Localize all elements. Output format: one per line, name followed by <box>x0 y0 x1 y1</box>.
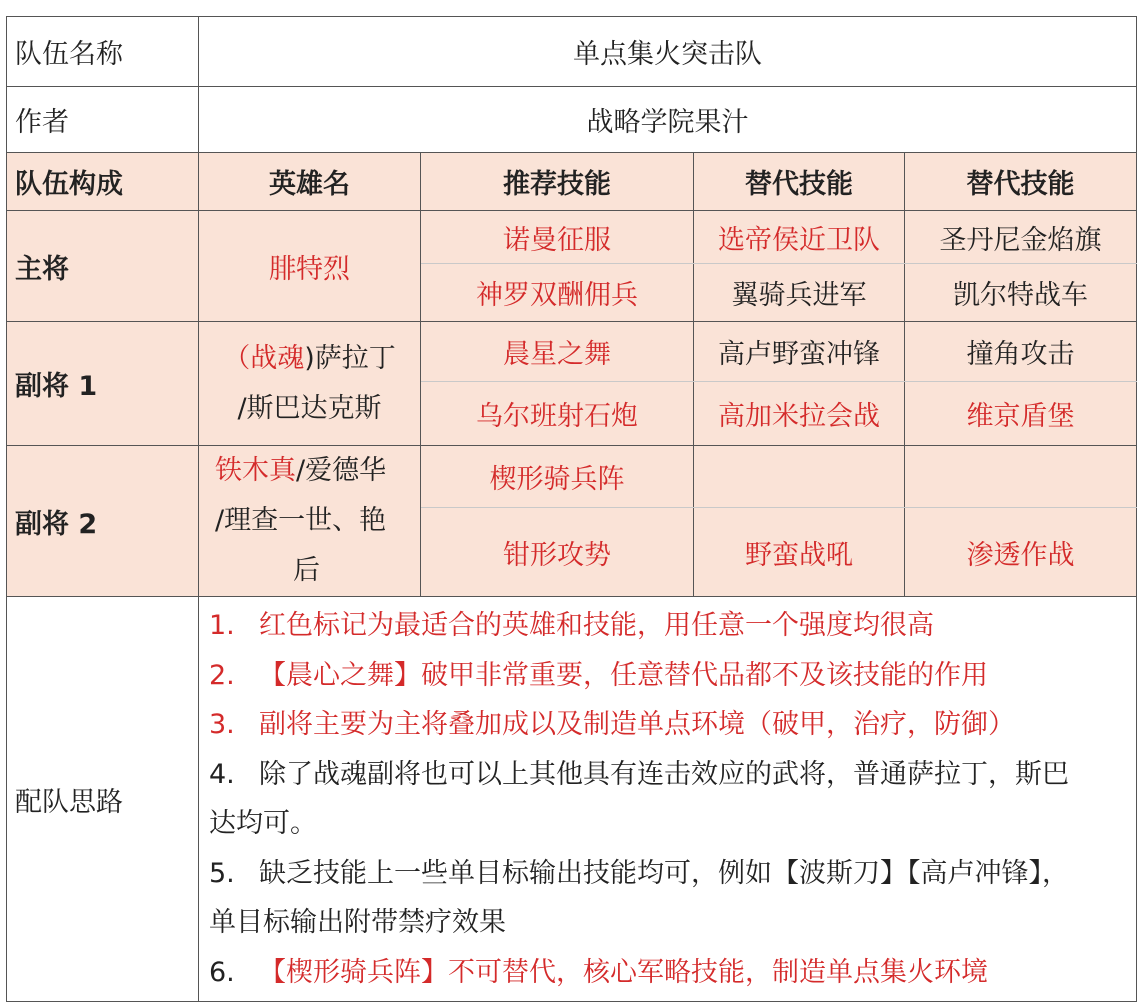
vice-general-2-hero-line3: 后 <box>293 555 320 586</box>
main-skill-alt1-2: 翼骑兵进军 <box>694 264 905 322</box>
notes-row <box>7 597 1137 1002</box>
vice2-skill-recommended-2: 钳形攻势 <box>421 508 694 597</box>
vice2-skill-alt2-1 <box>905 446 1137 508</box>
vice1-skill-alt2-1: 撞角攻击 <box>905 322 1137 382</box>
vice-general-2-hero-line1: 铁木真/爱德华 <box>215 455 387 486</box>
note-item-2: 2. 【晨心之舞】破甲非常重要，任意替代品都不及该技能的作用 <box>209 659 988 691</box>
team-lineup-table <box>6 16 1137 1002</box>
author-value: 战略学院果汁 <box>199 87 1137 153</box>
note-item-3: 3. 副将主要为主将叠加成以及制造单点环境（破甲，治疗，防御） <box>209 709 1015 740</box>
note-item-1: 1. 红色标记为最适合的英雄和技能，用任意一个强度均很高 <box>209 610 934 641</box>
vice-general-1-hero-line1: （战魂)萨拉丁 <box>223 342 396 374</box>
header-row <box>7 153 1137 211</box>
main-skill-alt2-2: 凯尔特战车 <box>905 264 1137 322</box>
team-name-label: 队伍名称 <box>7 17 199 87</box>
note-item-5: 5. 缺乏技能上一些单目标输出技能均可，例如【波斯刀】【高卢冲锋】， <box>209 857 1069 889</box>
header-composition: 队伍构成 <box>7 153 199 211</box>
note-item-5-cont: 单目标输出附带禁疗效果 <box>209 907 506 938</box>
vice-general-2-role: 副将 2 <box>7 446 199 597</box>
notes-label: 配队思路 <box>7 597 199 1002</box>
vice1-skill-alt1-1: 高卢野蛮冲锋 <box>694 322 905 382</box>
vice-general-1-hero <box>199 322 421 446</box>
main-general-hero: 腓特烈 <box>199 211 421 322</box>
team-name-row <box>7 17 1137 87</box>
vice1-skill-alt2-2: 维京盾堡 <box>905 382 1137 446</box>
vice2-skill-alt1-2: 野蛮战吼 <box>694 508 905 597</box>
main-general-row-1 <box>7 211 1137 264</box>
note-item-6: 6. 【楔形骑兵阵】不可替代，核心军略技能，制造单点集火环境 <box>209 956 988 988</box>
header-hero: 英雄名 <box>199 153 421 211</box>
main-skill-recommended-1: 诺曼征服 <box>421 211 694 264</box>
author-label: 作者 <box>7 87 199 153</box>
notes-content <box>199 597 1137 1002</box>
vice1-skill-recommended-2: 乌尔班射石炮 <box>421 382 694 446</box>
main-skill-alt2-1: 圣丹尼金焰旗 <box>905 211 1137 264</box>
vice2-skill-alt1-1 <box>694 446 905 508</box>
vice-general-1-row-1 <box>7 322 1137 382</box>
author-row <box>7 87 1137 153</box>
vice1-skill-recommended-1: 晨星之舞 <box>421 322 694 382</box>
header-alt1: 替代技能 <box>694 153 905 211</box>
header-alt2: 替代技能 <box>905 153 1137 211</box>
vice1-skill-alt1-2: 高加米拉会战 <box>694 382 905 446</box>
main-skill-alt1-1: 选帝侯近卫队 <box>694 211 905 264</box>
vice2-skill-alt2-2: 渗透作战 <box>905 508 1137 597</box>
main-skill-recommended-2: 神罗双酬佣兵 <box>421 264 694 322</box>
vice-general-1-hero-line2: /斯巴达克斯 <box>237 392 382 424</box>
vice2-skill-recommended-1: 楔形骑兵阵 <box>421 446 694 508</box>
note-item-4: 4. 除了战魂副将也可以上其他具有连击效应的武将，普通萨拉丁，斯巴 <box>209 758 1069 790</box>
vice-general-2-hero <box>199 446 421 597</box>
vice-general-1-role: 副将 1 <box>7 322 199 446</box>
vice-general-2-row-1 <box>7 446 1137 508</box>
header-recommended: 推荐技能 <box>421 153 694 211</box>
team-name-value: 单点集火突击队 <box>199 17 1137 87</box>
note-item-4-cont: 达均可。 <box>209 808 317 839</box>
vice-general-2-hero-line2: /理查一世、艳 <box>215 505 387 536</box>
main-general-role: 主将 <box>7 211 199 322</box>
